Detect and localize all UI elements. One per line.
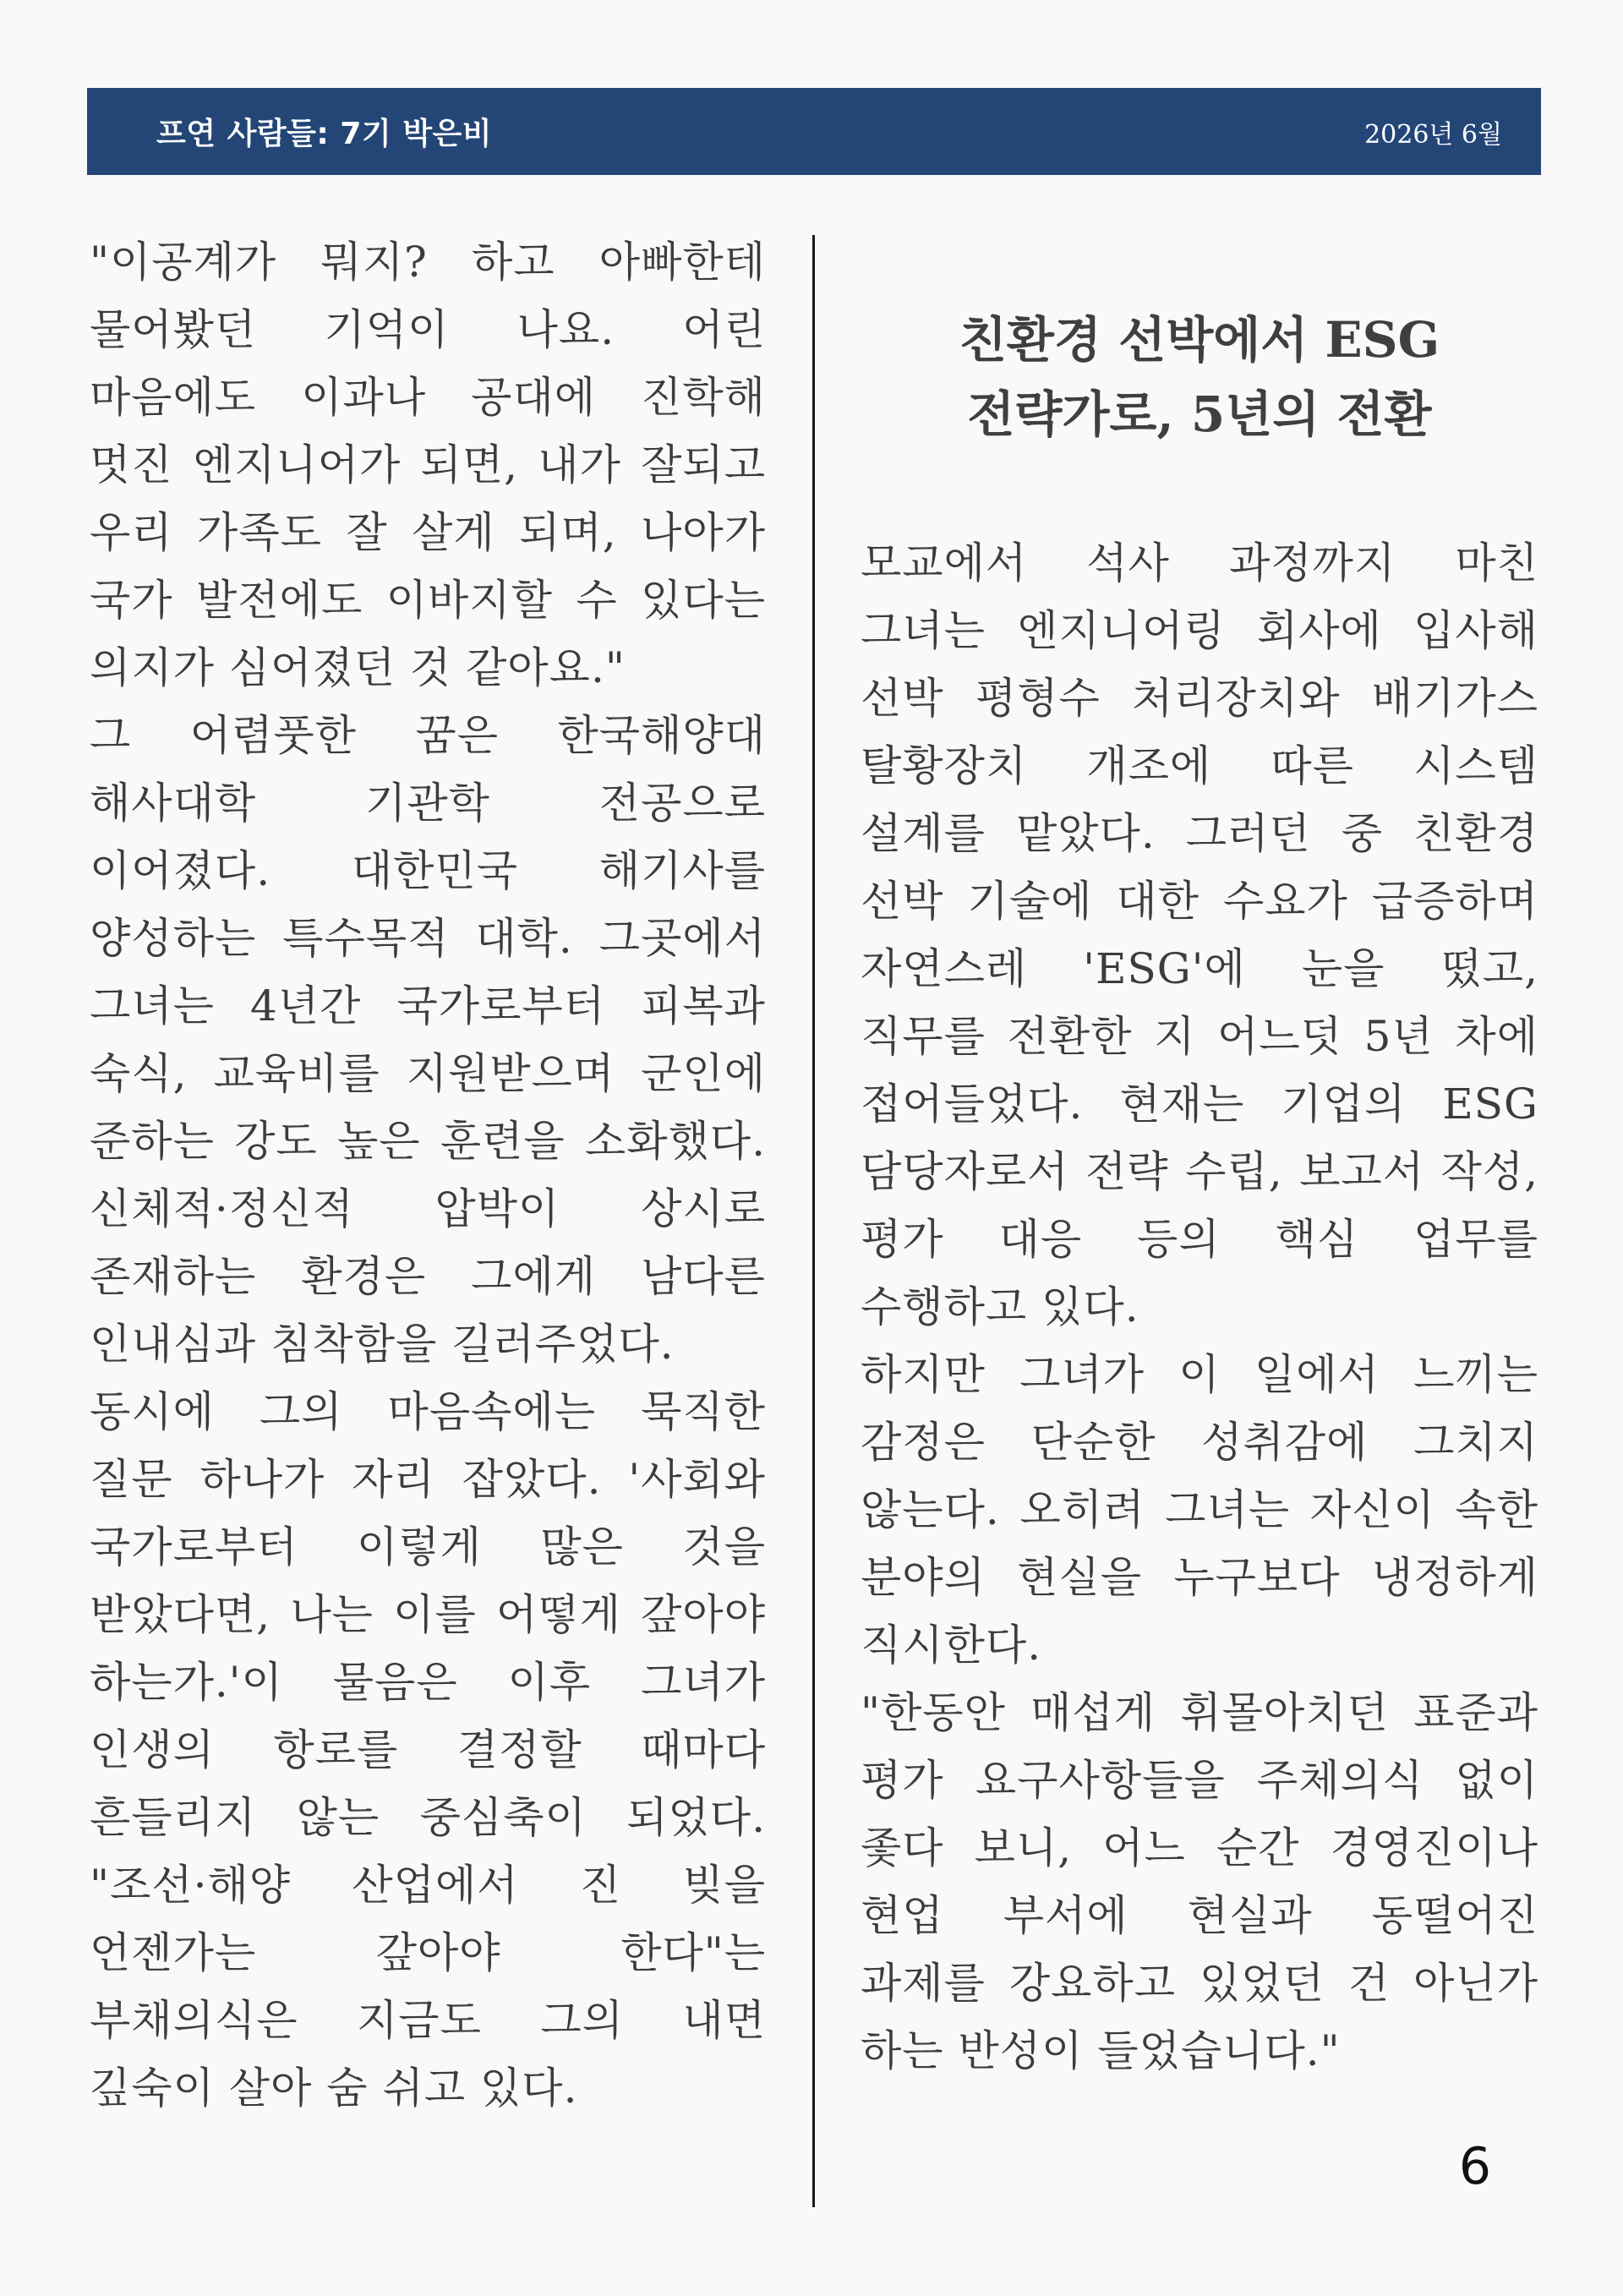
- section-subheading: 친환경 선박에서 ESG 전략가로, 5년의 전환: [959, 311, 1440, 443]
- body-paragraph: 하지만 그녀가 이 일에서 느끼는 감정은 단순한 성취감에 그치지 않는다. 오히려 그녀는 자신이 속한 분야의 현실을 누구보다 냉정하게 직시한다.: [861, 1350, 1538, 1670]
- issue-date: 2026년 6월: [1364, 119, 1502, 150]
- newsletter-header: [87, 88, 1541, 175]
- body-paragraph: "한동안 매섭게 휘몰아치던 표준과 평가 요구사항들을 주체의식 없이 좇다 보니, 어느 순간 경영진이나 현업 부서에 현실과 동떨어진 과제를 강요하고 있었던 건 아닌가 하는 반성이 들었습니다.": [861, 1688, 1538, 2075]
- left-column: [90, 228, 766, 2122]
- right-column: [861, 529, 1538, 2085]
- body-paragraph: "이공계가 뭐지? 하고 아빠한테 물어봤던 기억이 나요. 어린 마음에도 이과나 공대에 진학해 멋진 엔지니어가 되면, 내가 잘되고 우리 가족도 잘 살게 되며, 나아가 국가 발전에도 이바지할 수 있다는 의지가 심어졌던 것 같아요.": [90, 238, 766, 692]
- body-paragraph: 모교에서 석사 과정까지 마친 그녀는 엔지니어링 회사에 입사해 선박 평형수 처리장치와 배기가스 탈황장치 개조에 따른 시스템 설계를 맡았다. 그러던 중 친환경 선박 기술에 대한 수요가 급증하며 자연스레 'ESG'에 눈을 떴고, 직무를 전환한 지 어느덧 5년 차에 접어들었다. 현재는 기업의 ESG 담당자로서 전략 수립, 보고서 작성, 평가 대응 등의 핵심 업무를 수행하고 있다.: [861, 538, 1538, 1331]
- column-divider: [812, 235, 815, 2207]
- page-number: 6: [1458, 2137, 1492, 2196]
- body-paragraph: 그 어렴풋한 꿈은 한국해양대 해사대학 기관학 전공으로 이어졌다. 대한민국 해기사를 양성하는 특수목적 대학. 그곳에서 그녀는 4년간 국가로부터 피복과 숙식, 교육비를 지원받으며 군인에 준하는 강도 높은 훈련을 소화했다. 신체적·정신적 압박이 상시로 존재하는 환경은 그에게 남다른 인내심과 침착함을 길러주었다.: [90, 711, 766, 1369]
- body-paragraph: 동시에 그의 마음속에는 묵직한 질문 하나가 자리 잡았다. '사회와 국가로부터 이렇게 많은 것을 받았다면, 나는 이를 어떻게 갚아야 하는가.'이 물음은 이후 그녀가 인생의 항로를 결정할 때마다 흔들리지 않는 중심축이 되었다. "조선·해양 산업에서 진 빚을 언젠가는 갚아야 한다"는 부채의식은 지금도 그의 내면 깊숙이 살아 숨 쉬고 있다.: [90, 1387, 766, 2113]
- section-title: 프연 사람들: 7기 박은비: [156, 117, 493, 151]
